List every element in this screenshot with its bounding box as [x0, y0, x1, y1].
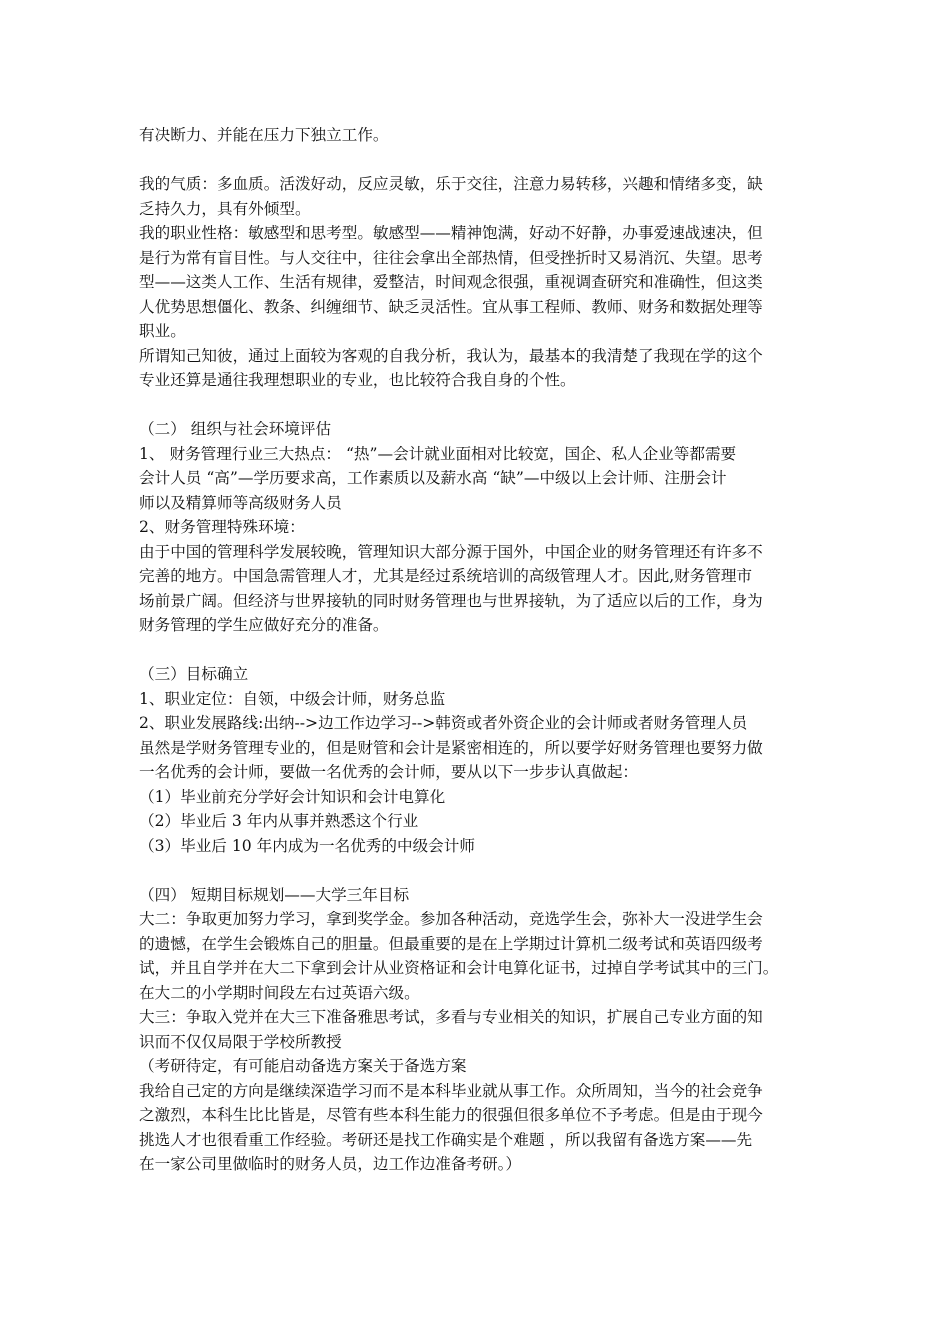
text-line: 有决断力、并能在压力下独立工作。 [139, 126, 389, 144]
text-line: 师以及精算师等高级财务人员 [139, 493, 342, 512]
text-line: 大三：争取入党并在大三下准备雅思考试，多看与专业相关的知识，扩展自己专业方面的知 [139, 1008, 763, 1026]
text-line: 2、职业发展路线:出纳-->边工作边学习-->韩资或者外资企业的会计师或者财务管理人员 [139, 714, 748, 732]
text-line: （3）毕业后 10 年内成为一名优秀的中级会计师 [139, 836, 475, 855]
text-line: 大二：争取更加努力学习，拿到奖学金。参加各种活动，竞选学生会，弥补大一没进学生会 [139, 910, 763, 928]
text-line: 会计人员 “高”—学历要求高，工作素质以及薪水高 “缺”—中级以上会计师、注册会计 [139, 469, 727, 487]
text-line: （2）毕业后 3 年内从事并熟悉这个行业 [139, 812, 419, 830]
text-line: （三）目标确立 [139, 665, 249, 683]
text-line: 在大二的小学期时间段左右过英语六级。 [139, 983, 420, 1002]
blank-line [139, 858, 829, 883]
text-line: 试，并且自学并在大二下拿到会计从业资格证和会计电算化证书，过掉自学考试其中的三门。 [139, 959, 779, 977]
text-line: 专业还算是通往我理想职业的专业，也比较符合我自身的个性。 [139, 371, 576, 389]
text-line: 挑选人才也很看重工作经验。考研还是找工作确实是个难题 ，所以我留有备选方案——先 [139, 1130, 753, 1149]
text-line: 的遗憾，在学生会锻炼自己的胆量。但最重要的是在上学期过计算机二级考试和英语四级考 [139, 934, 763, 953]
text-line: 2、财务管理特殊环境： [139, 518, 305, 536]
blank-line [139, 638, 829, 663]
text-line: 1、 财务管理行业三大热点： “热”—会计就业面相对比较宽，国企、私人企业等都需要 [139, 444, 737, 463]
blank-line [139, 148, 829, 173]
text-line: 是行为常有盲目性。与人交往中，往往会拿出全部热情，但受挫折时又易消沉、失望。思考 [139, 248, 763, 267]
text-line: 之激烈，本科生比比皆是，尽管有些本科生能力的很强但很多单位不予考虑。但是由于现今 [139, 1106, 763, 1124]
text-line: 虽然是学财务管理专业的，但是财管和会计是紧密相连的，所以要学好财务管理也要努力做 [139, 738, 763, 757]
text-line: 场前景广阔。但经济与世界接轨的同时财务管理也与世界接轨，为了适应以后的工作，身为 [139, 591, 763, 610]
text-line: 一名优秀的会计师，要做一名优秀的会计师，要从以下一步步认真做起： [139, 763, 639, 781]
text-line: 完善的地方。中国急需管理人才，尤其是经过系统培训的高级管理人才。因此,财务管理市 [139, 567, 753, 585]
text-line: （考研待定，有可能启动备选方案关于备选方案 [139, 1057, 467, 1075]
document-body [139, 123, 829, 1177]
text-line: 我的职业性格：敏感型和思考型。敏感型——精神饱满，好动不好静，办事爱速战速决，但 [139, 224, 763, 242]
text-line: 职业。 [139, 322, 186, 340]
text-line: 识而不仅仅局限于学校所教授 [139, 1032, 342, 1051]
text-line: 由于中国的管理科学发展较晚，管理知识大部分源于国外，中国企业的财务管理还有许多不 [139, 542, 763, 561]
text-line: （二） 组织与社会环境评估 [139, 420, 332, 438]
text-line: （四） 短期目标规划——大学三年目标 [139, 885, 410, 904]
text-line: 人优势思想僵化、教条、纠缠细节、缺乏灵活性。宜从事工程师、教师、财务和数据处理等 [139, 297, 763, 316]
text-line: 所谓知己知彼，通过上面较为客观的自我分析，我认为，最基本的我清楚了我现在学的这个 [139, 346, 763, 365]
text-line: 在一家公司里做临时的财务人员，边工作边准备考研。） [139, 1155, 522, 1173]
text-line: 我给自己定的方向是继续深造学习而不是本科毕业就从事工作。众所周知，当今的社会竞争 [139, 1081, 763, 1100]
blank-line [139, 393, 829, 418]
text-line: （1）毕业前充分学好会计知识和会计电算化 [139, 787, 446, 806]
text-line: 型——这类人工作、生活有规律，爱整洁，时间观念很强，重视调查研究和准确性，但这类 [139, 273, 763, 291]
text-line: 乏持久力，具有外倾型。 [139, 199, 311, 218]
text-line: 我的气质：多血质。活泼好动，反应灵敏，乐于交往，注意力易转移，兴趣和情绪多变，缺 [139, 175, 763, 193]
text-line: 1、职业定位：自领，中级会计师，财务总监 [139, 689, 446, 708]
text-line: 财务管理的学生应做好充分的准备。 [139, 616, 389, 634]
